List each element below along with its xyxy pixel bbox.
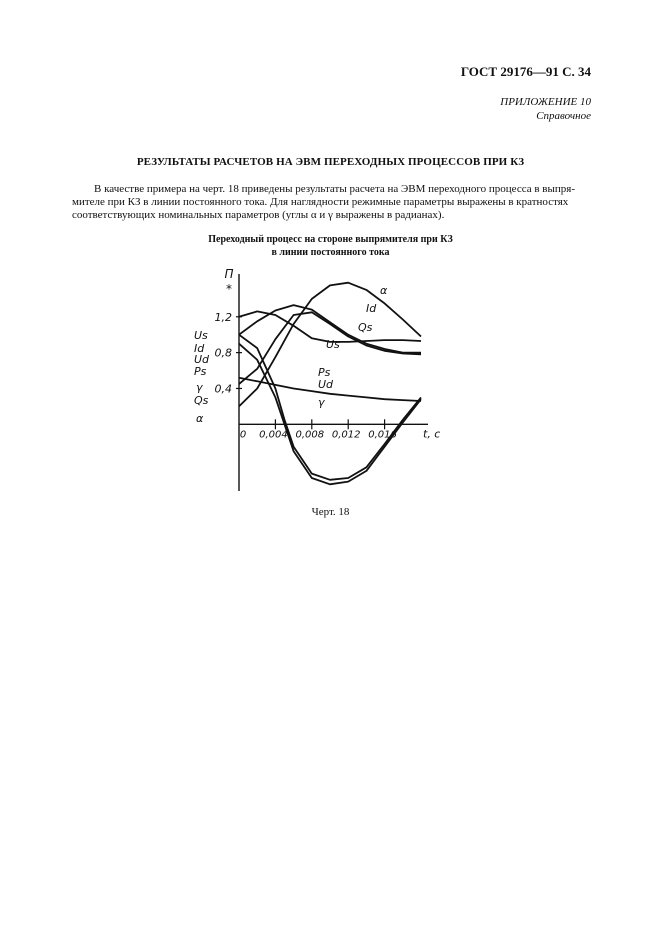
x-tick-label: 0,012 (331, 429, 361, 441)
chart-title: Переходный процесс на стороне выпрямителя при КЗ (208, 234, 453, 245)
section-title: РЕЗУЛЬТАТЫ РАСЧЕТОВ НА ЭВМ ПЕРЕХОДНЫХ ПРОЦЕССОВ ПРИ КЗ (136, 156, 525, 168)
figure-caption: Черт. 18 (311, 506, 350, 518)
body-paragraph (72, 183, 590, 222)
y-tick-label: 0,4 (214, 382, 232, 396)
y-tick-label: 0,8 (214, 346, 232, 360)
appendix-title: ПРИЛОЖЕНИЕ 10 (500, 96, 591, 108)
series-line (239, 344, 421, 485)
series-label: α (380, 284, 388, 297)
left-parameter-label: Qs (194, 394, 209, 407)
series-label: γ (318, 396, 325, 409)
body-line-1: В качестве примера на черт. 18 приведены результаты расчета на ЭВМ переходного процесса в выпря- (94, 183, 576, 195)
chart-subtitle: в линии постоянного тока (271, 247, 390, 258)
y-axis-label-star: * (226, 282, 232, 296)
series-label: Id (366, 302, 377, 315)
transient-chart (180, 262, 460, 498)
x-tick-label: 0,008 (295, 429, 325, 441)
body-line-2: мителе при КЗ в линии постоянного тока. Для наглядности режимные параметры выражены в кратностях (72, 196, 569, 208)
y-axis-label: П (224, 267, 234, 281)
body-line-3: соответствующих номинальных параметров (углы α и γ выражены в радианах). (72, 209, 445, 221)
series-label: Ps (318, 366, 331, 379)
left-parameter-label: Ud (194, 353, 210, 366)
document-code: ГОСТ 29176—91 С. 34 (460, 64, 591, 79)
series-line (239, 335, 421, 480)
series-label: Qs (358, 321, 373, 334)
left-parameter-label: γ (196, 381, 203, 394)
x-tick-label: 0 (239, 429, 247, 441)
left-parameter-label: α (196, 412, 204, 425)
series-label: Ud (318, 378, 334, 391)
appendix-label (500, 95, 591, 123)
x-tick-label: 0,016 (368, 429, 397, 441)
appendix-subtitle: Справочное (536, 110, 591, 122)
left-parameter-label: Us (194, 329, 208, 342)
x-tick-label: 0,004 (259, 429, 288, 441)
chart-title-block (0, 233, 661, 259)
left-parameter-label: Ps (194, 365, 207, 378)
series-label: Us (326, 338, 340, 351)
y-tick-label: 1,2 (214, 310, 232, 324)
left-parameter-label: Id (194, 342, 205, 355)
x-axis-label: t, c (423, 427, 441, 441)
